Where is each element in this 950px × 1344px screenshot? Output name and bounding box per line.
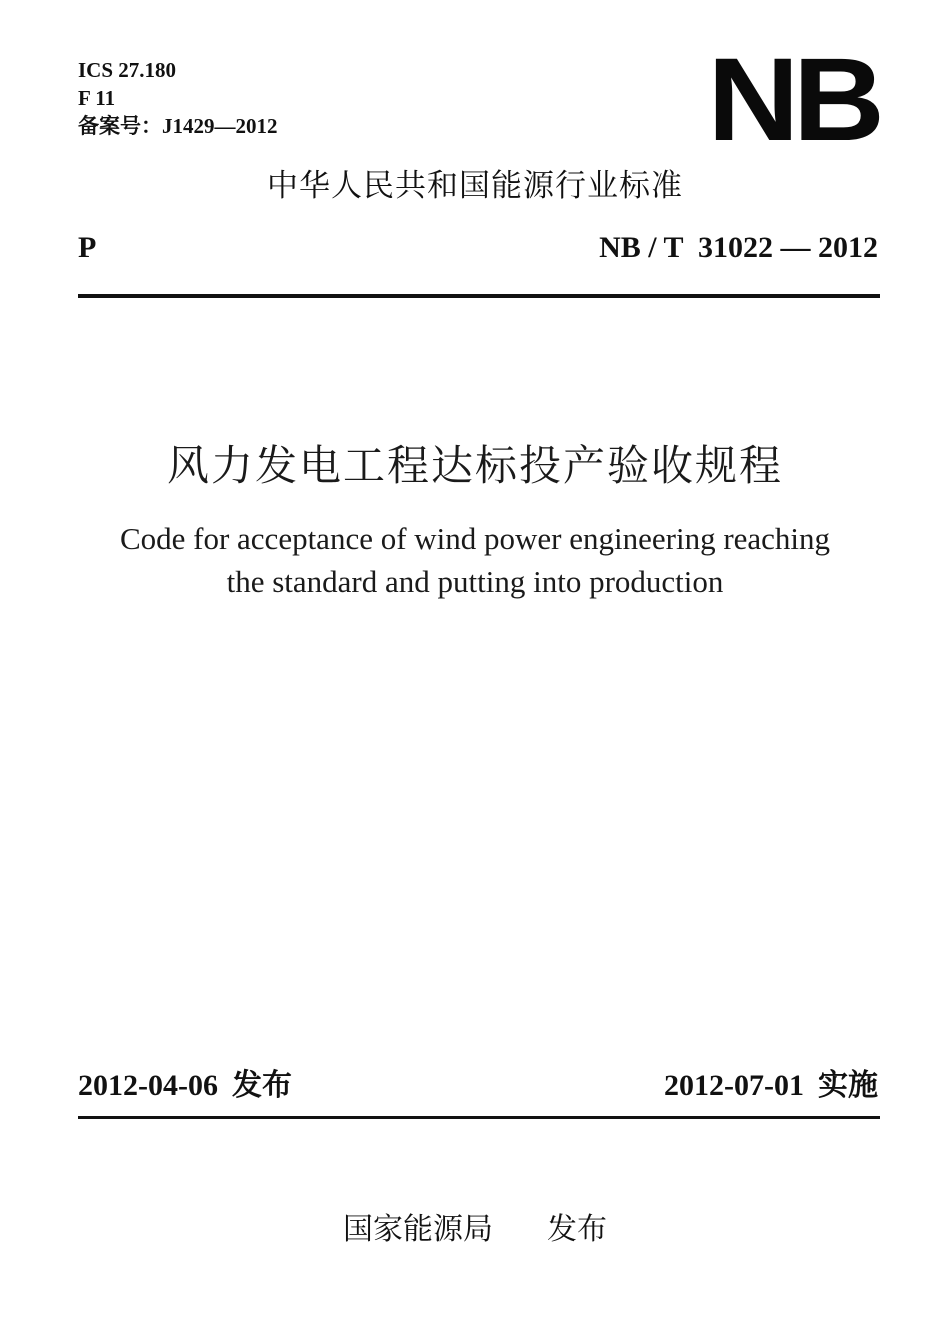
standard-code: NB / T 31022 — 2012 (599, 231, 878, 264)
title-english-line-1: Code for acceptance of wind power engineering reaching (119, 521, 831, 556)
issue-date: 2012-04-06 (78, 1069, 218, 1102)
top-divider (78, 294, 880, 298)
category-letter: P (78, 231, 97, 264)
implement-date-block (664, 1066, 878, 1106)
classification-code: F 11 (78, 86, 116, 110)
publisher-action: 发布 (547, 1212, 607, 1247)
issue-date-block (78, 1066, 292, 1106)
ics-code: ICS 27.180 (78, 58, 177, 82)
standard-type-heading: 中华人民共和国能源行业标准 (267, 168, 683, 204)
publisher-name: 国家能源局 (343, 1212, 493, 1247)
issue-label: 发布 (231, 1068, 292, 1103)
implement-date: 2012-07-01 (664, 1069, 804, 1102)
implement-label: 实施 (818, 1068, 878, 1103)
bottom-divider (78, 1116, 880, 1119)
publisher-line (0, 1208, 950, 1252)
record-number: 备案号：J1429—2012 (78, 114, 278, 138)
title-english-line-2: the standard and putting into production (226, 564, 724, 599)
nb-logo: NB (706, 34, 878, 166)
title-chinese: 风力发电工程达标投产验收规程 (166, 441, 783, 490)
